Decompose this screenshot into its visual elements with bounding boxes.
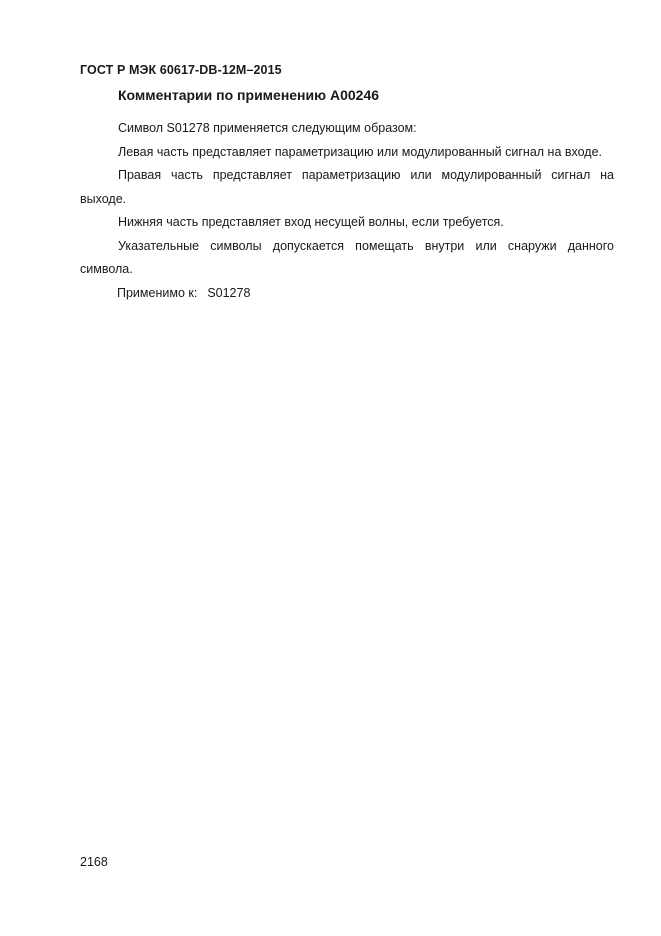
document-header: ГОСТ Р МЭК 60617-DB-12M–2015 [80, 63, 282, 77]
page-number: 2168 [80, 855, 108, 869]
paragraph-left-part: Левая часть представляет параметризацию или модулированный сигнал на входе. [118, 144, 603, 159]
paragraph-pointer-symbols: Указательные символы допускается помещать внутри или снаружи данного символа. [80, 238, 614, 276]
section-title: Комментарии по применению A00246 [118, 87, 380, 103]
applies-to-label: Применимо к: [117, 285, 198, 300]
applies-to-line [80, 282, 614, 306]
paragraph-right-part: Правая часть представляет параметризацию или модулированный сигнал на выходе. [80, 168, 614, 206]
paragraph-bottom-part: Нижняя часть представляет вход несущей волны, если требуется. [118, 215, 504, 229]
body-text [80, 117, 614, 305]
applies-to-reference: S01278 [207, 285, 251, 300]
paragraph-usage-intro: Символ S01278 применяется следующим образом: [118, 121, 417, 135]
